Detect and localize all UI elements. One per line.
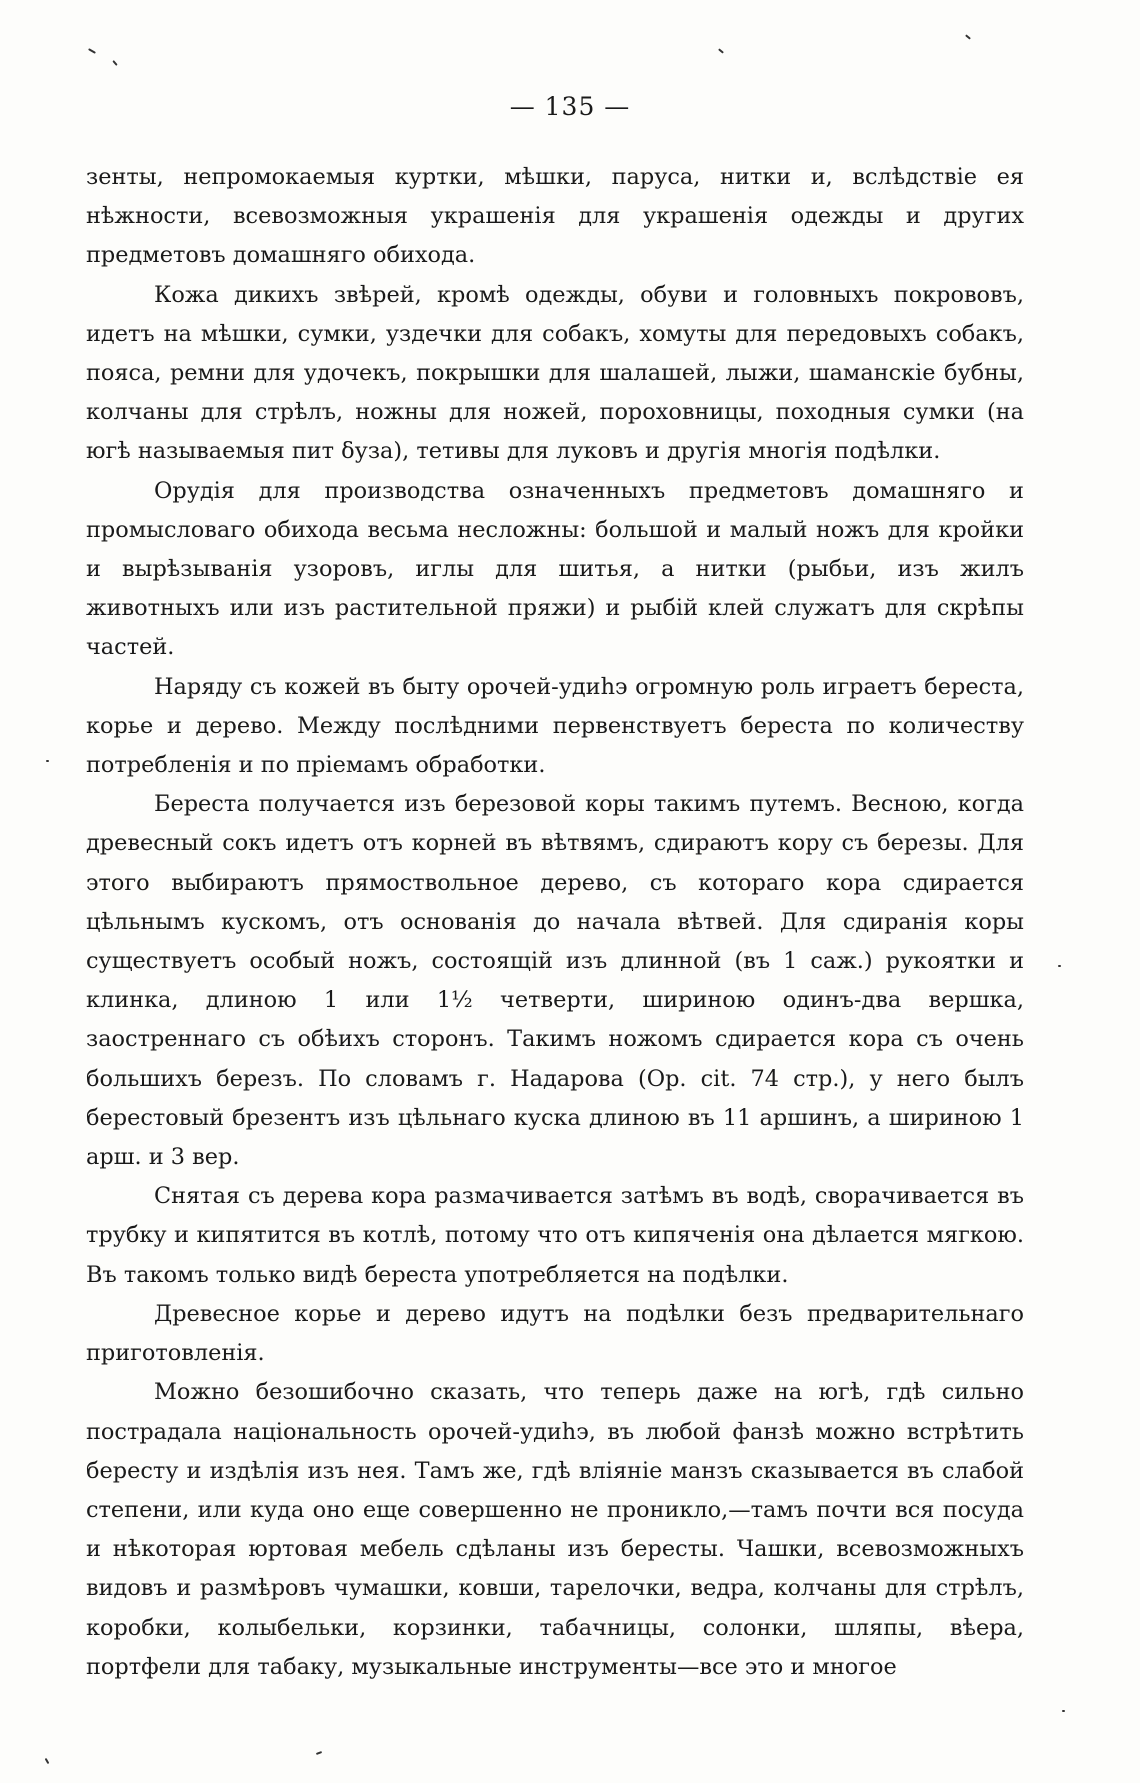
scan-speck: [1058, 965, 1061, 967]
paragraph-3: Орудія для производства означенныхъ предметовъ домашняго и промысловаго обихода весьма несложны: большой и малый ножъ для кройки и вырѣзыванія узоровъ, иглы для шитья, а нитки (рыбьи, изъ жилъ животныхъ или изъ растительной пряжи) и рыбій клей служатъ для скрѣпы частей.: [86, 477, 1024, 661]
text-body: [86, 158, 1024, 1687]
scan-speck: [46, 760, 49, 762]
paragraph-2: Кожа дикихъ звѣрей, кромѣ одежды, обуви и головныхъ покрововъ, идетъ на мѣшки, сумки, уздечки для собакъ, хомуты для передовыхъ собакъ, пояса, ремни для удочекъ, покрышки для шалашей, лыжи, шаманскіе бубны, колчаны для стрѣлъ, ножны для ножей, пороховницы, походныя сумки (на югѣ называемыя пит δуза), тетивы для луковъ и другія многія подѣлки.: [86, 281, 1024, 465]
scan-speck: [88, 48, 96, 54]
scan-speck: [718, 48, 724, 53]
paragraph-8: Можно безошибочно сказать, что теперь даже на югѣ, гдѣ сильно пострадала національность орочей-удиһэ, въ любой фанзѣ можно встрѣтить бересту и издѣлія изъ нея. Тамъ же, гдѣ вліяніе манзъ сказывается въ слабой степени, или куда оно еще совершенно не проникло,—тамъ почти вся посуда и нѣкоторая юртовая мебель сдѣланы изъ бересты. Чашки, всевозможныхъ видовъ и размѣровъ чумашки, ковши, тарелочки, ведра, колчаны для стрѣлъ, коробки, колыбельки, корзинки, табачницы, солонки, шляпы, вѣера, портфели для табаку, музыкальные инструменты—все это и многое: [86, 1379, 1024, 1680]
scan-speck: [112, 60, 117, 66]
paragraph-1: зенты, непромокаемыя куртки, мѣшки, паруса, нитки и, вслѣдствіе ея нѣжности, всевозможныя украшенія для украшенія одежды и других предметовъ домашняго обихода.: [86, 164, 1024, 269]
scan-speck: [965, 34, 971, 39]
paragraph-6: Снятая съ дерева кора размачивается затѣмъ въ водѣ, сворачивается въ трубку и кипятится въ котлѣ, потому что отъ кипяченія она дѣлается мягкою. Въ такомъ только видѣ береста употребляется на подѣлки.: [86, 1183, 1024, 1288]
scan-speck: [45, 1758, 50, 1764]
paragraph-7: Древесное корье и дерево идутъ на подѣлки безъ предварительнаго приготовленія.: [86, 1300, 1024, 1367]
page-number: — 135 —: [509, 92, 631, 121]
scan-speck: [1062, 1710, 1065, 1712]
scan-speck: [316, 1751, 322, 1755]
paragraph-4: Наряду съ кожей въ быту орочей-удиһэ огромную роль играетъ береста, корье и дерево. Между послѣдними первенствуетъ береста по количеству потребленія и по пріемамъ обработки.: [86, 673, 1024, 779]
paragraph-5: Береста получается изъ березовой коры такимъ путемъ. Весною, когда древесный сокъ идетъ отъ корней въ вѣтвямъ, сдираютъ кору съ березы. Для этого выбираютъ прямоствольное дерево, съ котораго кора сдирается цѣльнымъ кускомъ, отъ основанія до начала вѣтвей. Для сдиранія коры существуетъ особый ножъ, состоящій изъ длинной (въ 1 саж.) рукоятки и клинка, длиною 1 или 1½ четверти, шириною одинъ-два вершка, заостреннаго съ обѣихъ сторонъ. Такимъ ножомъ сдирается кора съ очень большихъ березъ. По словамъ г. Надарова (Op. cit. 74 стр.), у него былъ берестовый брезентъ изъ цѣльнаго куска длиною въ 11 аршинъ, а шириною 1 арш. и 3 вер.: [86, 791, 1024, 1171]
